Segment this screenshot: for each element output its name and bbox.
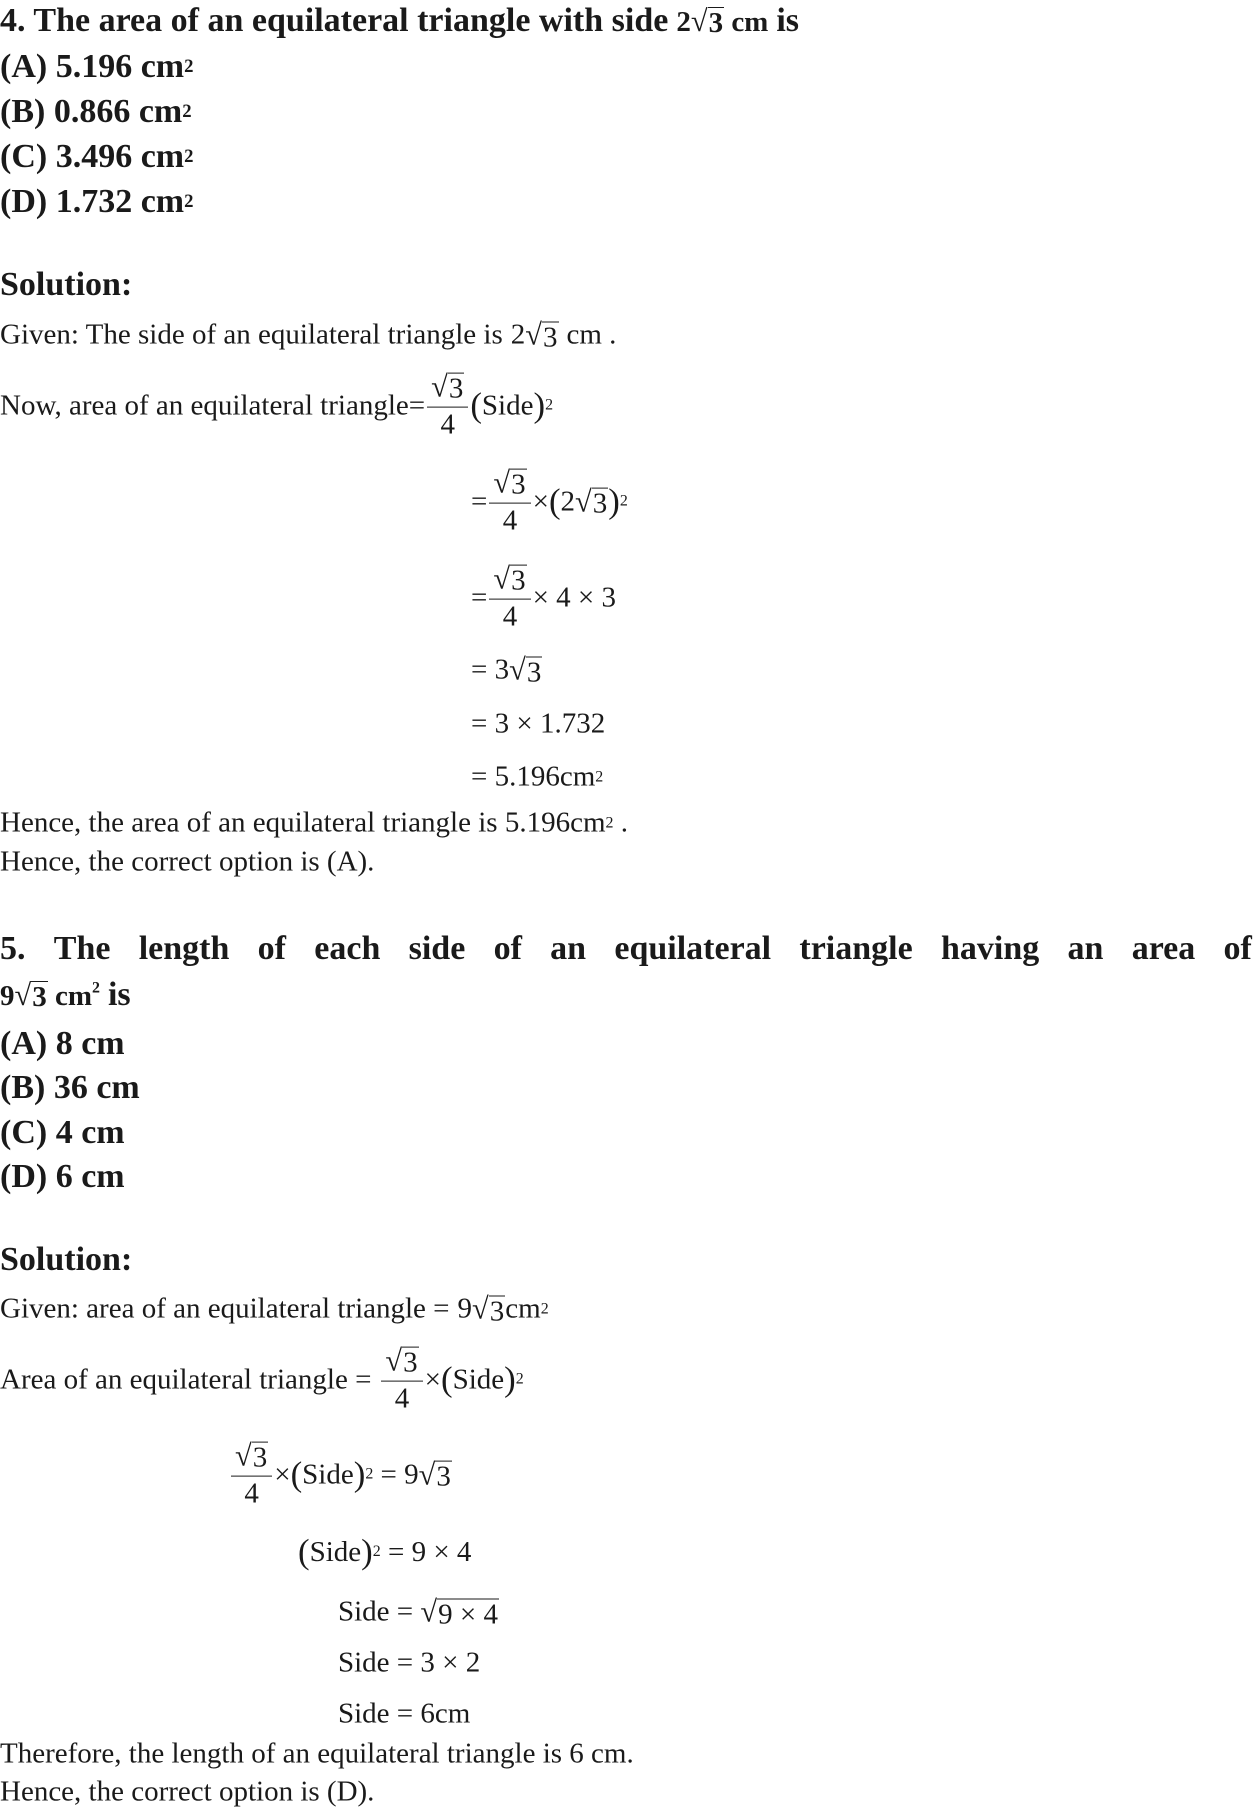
q4-step-2: = √ 3 4 × 4 × 3 <box>471 561 617 633</box>
q4-step-1: = √ 3 4 × ( 2 √ 3 ) 2 <box>471 465 628 537</box>
side-expression: 2 √ 3 cm <box>676 3 769 40</box>
q5-answer: Hence, the correct option is (D). <box>0 1775 375 1808</box>
q5-option-c: (C) 4 cm <box>0 1114 125 1151</box>
q4-step-3: = 3 √ 3 <box>471 652 542 689</box>
q5-step-5: Side = 6cm <box>338 1697 471 1730</box>
q4-given: Given: The side of an equilateral triangle is 2 √ 3 cm . <box>0 317 617 354</box>
q4-solution-heading: Solution: <box>0 266 133 303</box>
q5-given: Given: area of an equilateral triangle = 9 √ 3 cm 2 <box>0 1291 549 1328</box>
q5-step-2: ( Side ) 2 = 9 × 4 <box>298 1532 472 1571</box>
q5-step-3: Side = √ 9 × 4 <box>338 1594 498 1631</box>
q4-option-d: (D) 1.732 cm 2 <box>0 183 194 220</box>
q4-option-a: (A) 5.196 cm 2 <box>0 48 194 85</box>
q4-title: 4. The area of an equilateral triangle with side 2 √ 3 cm is <box>0 2 800 40</box>
q5-option-b: (B) 36 cm <box>0 1069 140 1106</box>
q5-title: 5. The length of each side of an equilateral triangle having an area of <box>0 930 1252 967</box>
q5-step-4: Side = 3 × 2 <box>338 1646 481 1679</box>
q5-conclusion: Therefore, the length of an equilateral triangle is 6 cm. <box>0 1737 634 1770</box>
q5-title-cont: 9 √ 3 $cm^2$ is <box>0 976 131 1014</box>
q4-option-b: (B) 0.866 cm 2 <box>0 93 192 130</box>
q4-answer: Hence, the correct option is (A). <box>0 845 375 878</box>
q5-solution-heading: Solution: <box>0 1241 133 1278</box>
q5-option-d: (D) 6 cm <box>0 1158 125 1195</box>
q4-step-4: = 3 × 1.732 <box>471 707 606 740</box>
q5-step-1: √ 3 4 × ( Side ) 2 = 9 √ 3 <box>229 1440 452 1511</box>
q4-option-c: (C) 3.496 cm 2 <box>0 138 194 175</box>
q4-formula: Now, area of an equilateral triangle= √ 3 4 ( Side ) 2 <box>0 369 554 441</box>
q4-conclusion: Hence, the area of an equilateral triangle is 5.196cm 2 . <box>0 806 628 839</box>
q4-step-5: = 5.196cm 2 <box>471 760 604 793</box>
q5-formula: Area of an equilateral triangle = √ 3 4 × ( Side ) 2 <box>0 1343 524 1415</box>
q5-option-a: (A) 8 cm <box>0 1025 125 1062</box>
